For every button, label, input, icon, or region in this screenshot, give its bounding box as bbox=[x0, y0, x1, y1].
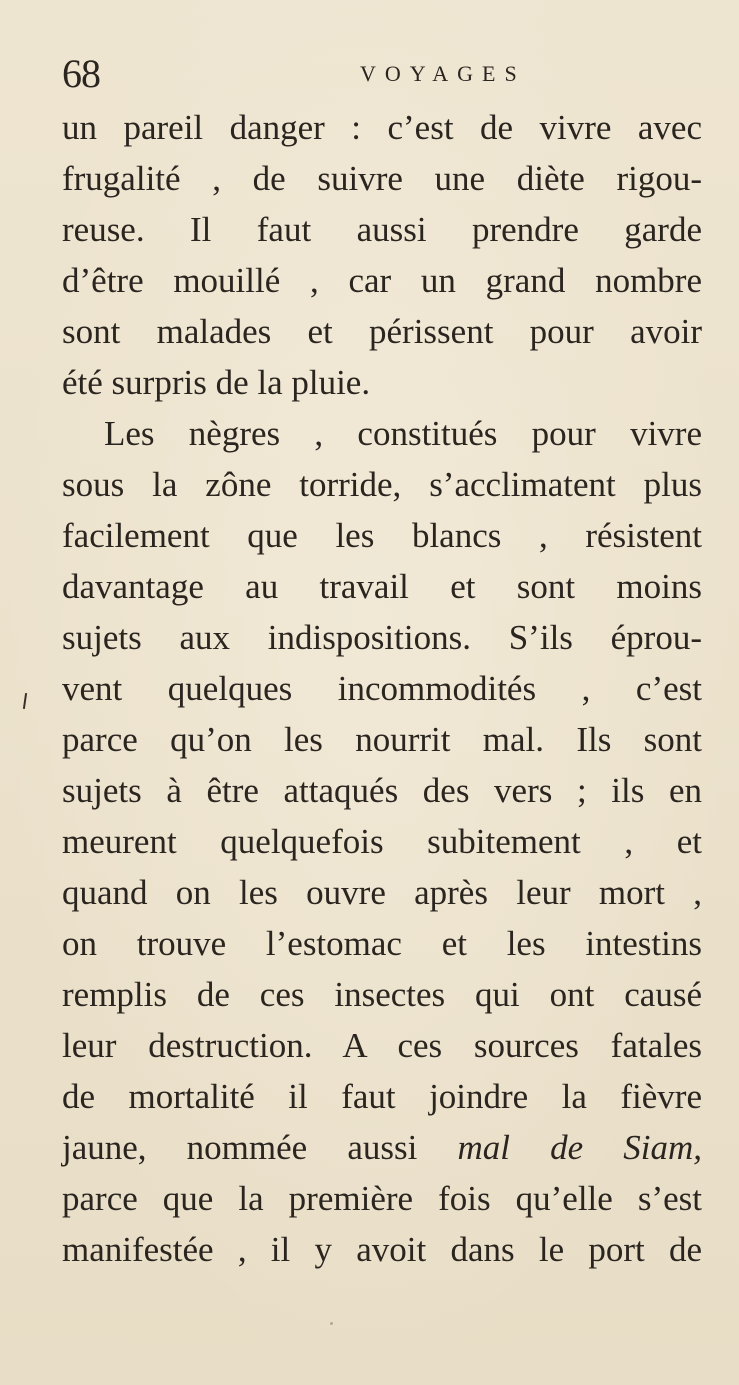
text-line: meurent quelquefois subitement , et bbox=[62, 822, 702, 861]
text-line: sont malades et périssent pour avoir bbox=[62, 312, 702, 351]
text-line: parce que la première fois qu’elle s’est bbox=[62, 1179, 702, 1218]
text-line: facilement que les blancs , résistent bbox=[62, 516, 702, 555]
italic-phrase: mal de Siam, bbox=[457, 1128, 702, 1167]
text-line: parce qu’on les nourrit mal. Ils sont bbox=[62, 720, 702, 759]
text-line-with-italic bbox=[62, 1122, 702, 1173]
text-line: un pareil danger : c’est de vivre avec bbox=[62, 108, 702, 147]
text-line: vent quelques incommodités , c’est bbox=[62, 669, 702, 708]
page-header bbox=[62, 50, 702, 98]
text-line: manifestée , il y avoit dans le port de bbox=[62, 1230, 702, 1269]
paragraph-first-line: Les nègres , constitués pour vivre bbox=[104, 414, 702, 453]
page-number: 68 bbox=[62, 51, 100, 96]
text-line: remplis de ces insectes qui ont causé bbox=[62, 975, 702, 1014]
text-line: frugalité , de suivre une diète rigou- bbox=[62, 159, 702, 198]
text-line: sujets à être attaqués des vers ; ils en bbox=[62, 771, 702, 810]
text-line: reuse. Il faut aussi prendre garde bbox=[62, 210, 702, 249]
margin-mark bbox=[23, 693, 27, 709]
paragraph-last-line: été surpris de la pluie. bbox=[62, 363, 371, 402]
text-line: d’être mouillé , car un grand nombre bbox=[62, 261, 702, 300]
body-text bbox=[62, 102, 702, 1275]
running-head: VOYAGES bbox=[360, 61, 526, 86]
text-span: jaune, nommée aussi bbox=[62, 1128, 458, 1167]
text-line: de mortalité il faut joindre la fièvre bbox=[62, 1077, 702, 1116]
text-line: sujets aux indispositions. S’ils éprou- bbox=[62, 618, 702, 657]
text-line: on trouve l’estomac et les intestins bbox=[62, 924, 702, 963]
text-line: sous la zône torride, s’acclimatent plus bbox=[62, 465, 702, 504]
paper-speck bbox=[330, 1322, 333, 1325]
text-line: quand on les ouvre après leur mort , bbox=[62, 873, 702, 912]
text-line: leur destruction. A ces sources fatales bbox=[62, 1026, 702, 1065]
text-line: davantage au travail et sont moins bbox=[62, 567, 702, 606]
